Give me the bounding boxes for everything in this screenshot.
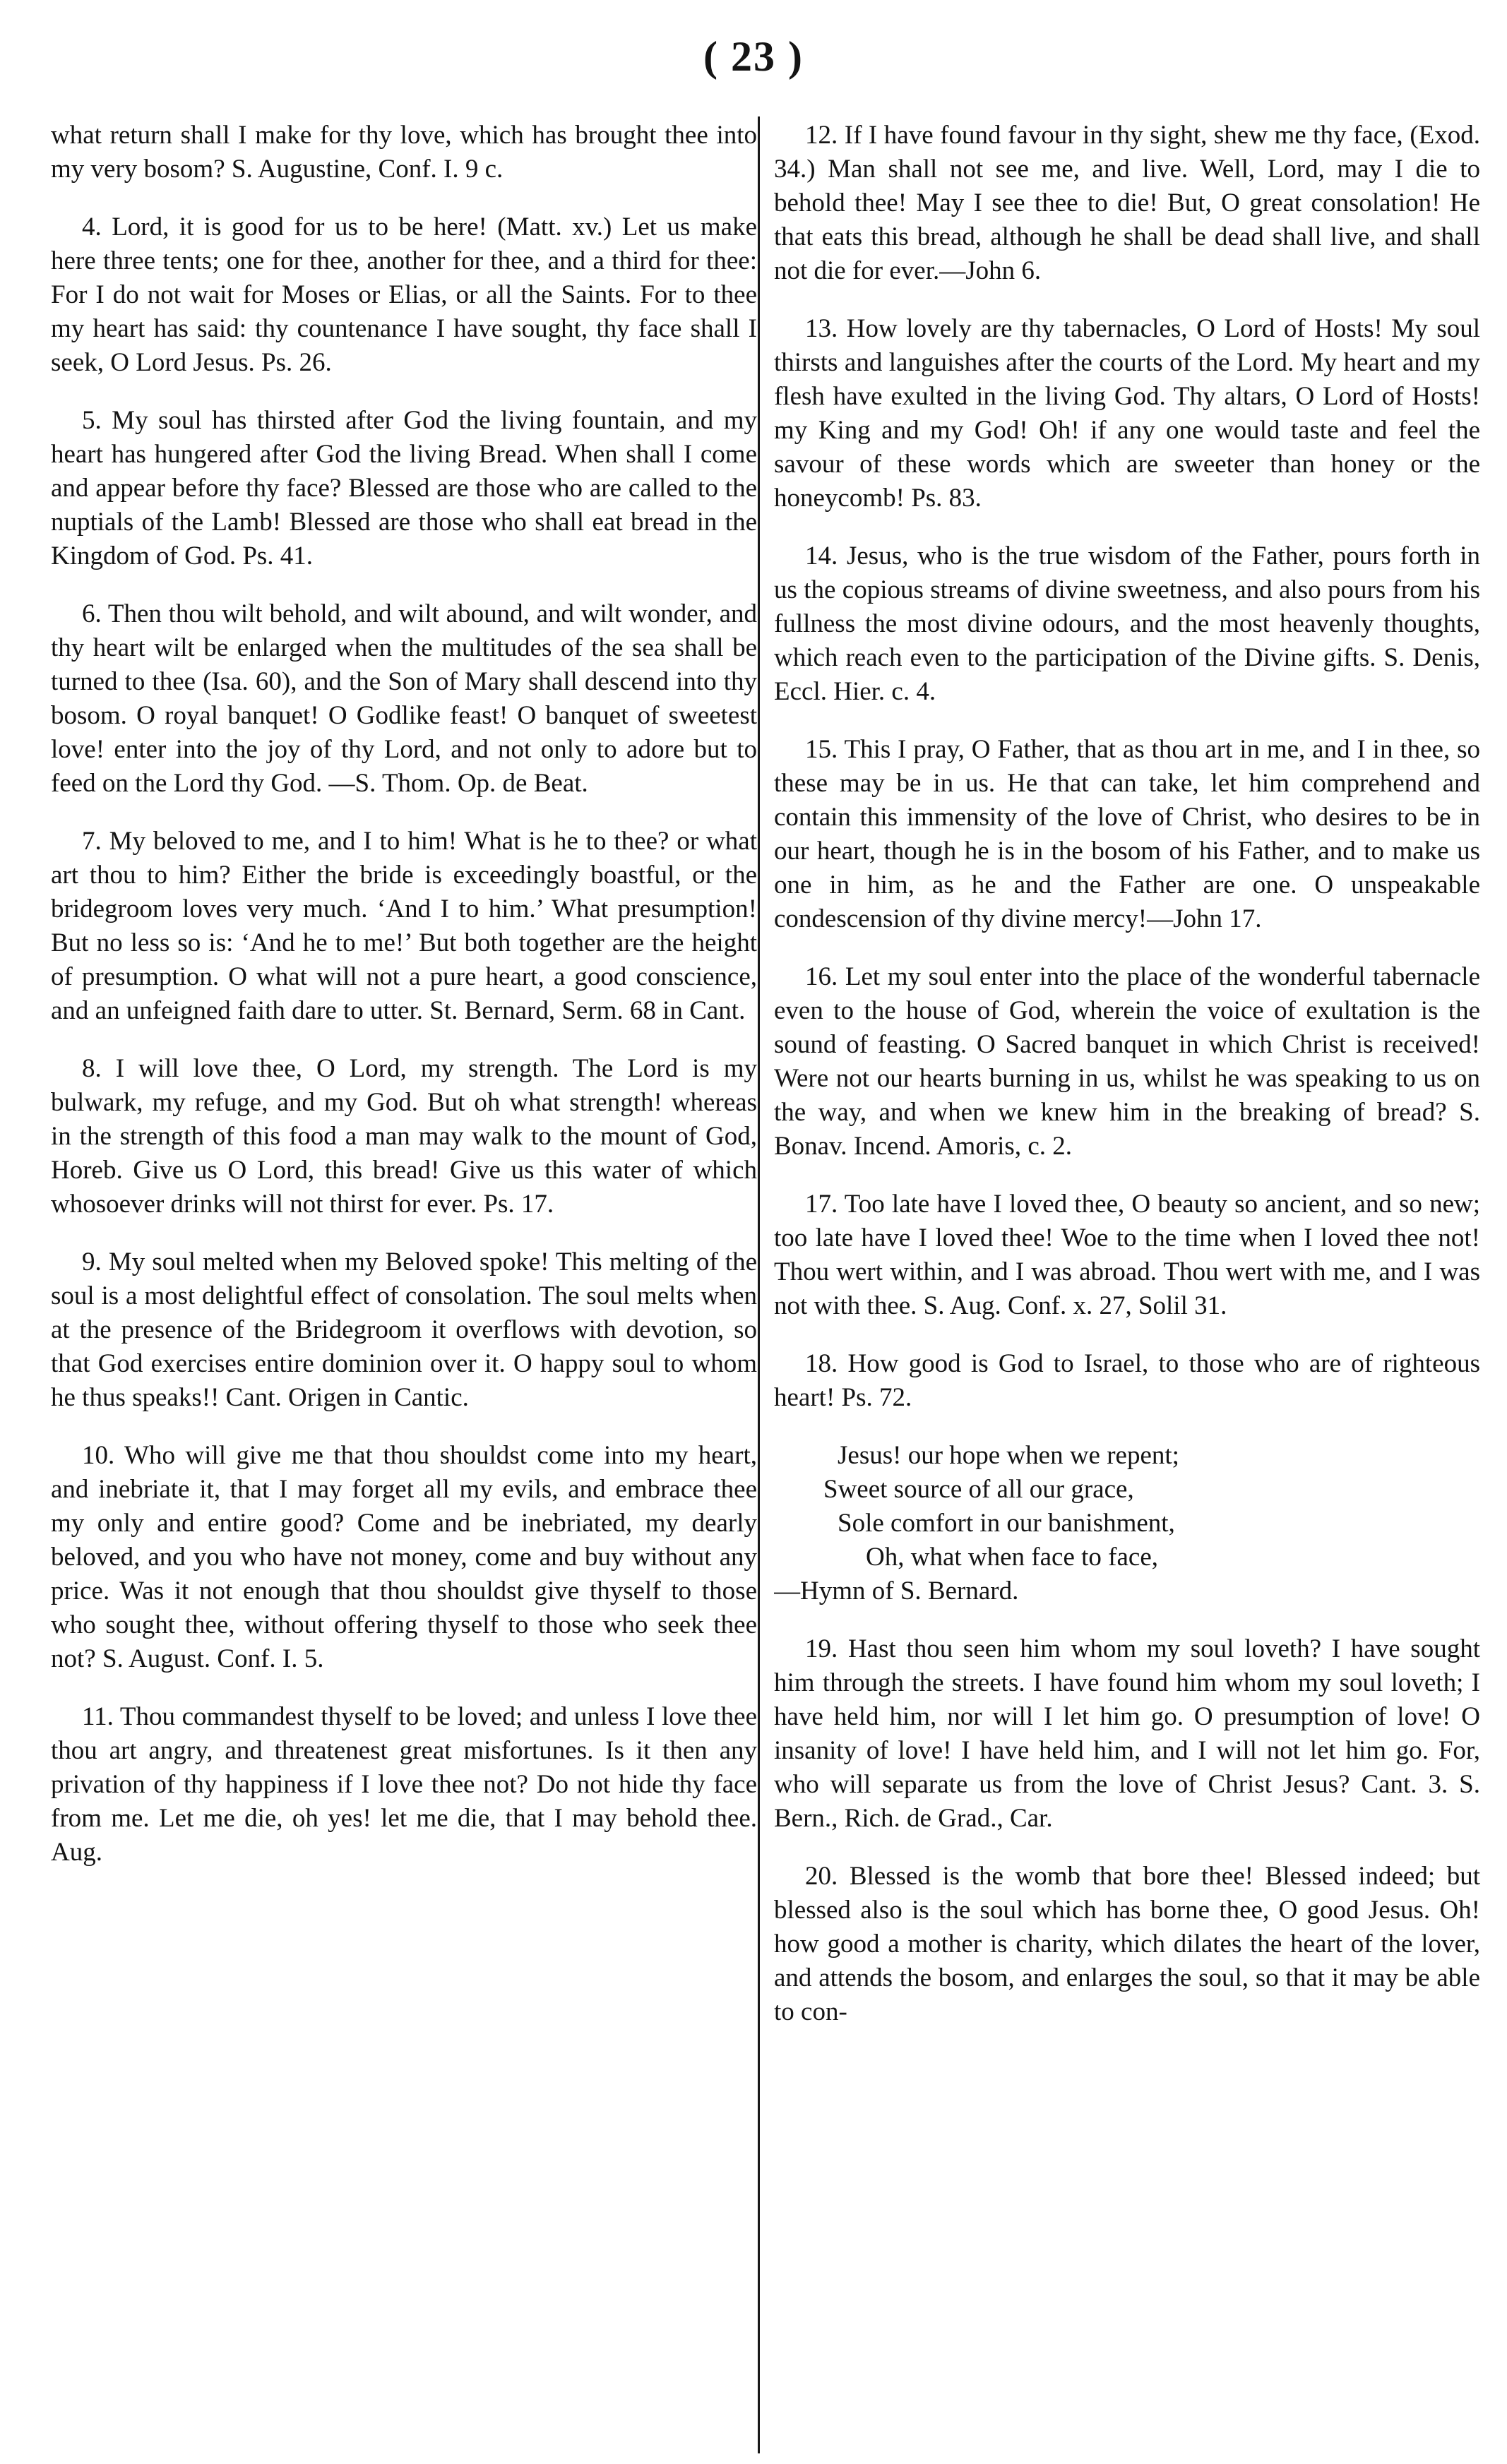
hymn-line: Sole comfort in our banishment, [838, 1509, 1175, 1538]
paragraph: 6. Then thou wilt behold, and wilt abound, and wilt wonder, and thy heart wilt be enlarged when the multitudes of the sea shall be turned to thee (Isa. 60), and the Son of Mary shall descend into thy bosom. O royal banquet! O Godlike feast! O banquet of sweetest love! enter into the joy of thy Lord, and not only to adore but to feed on the Lord thy God. —S. Thom. Op. de Beat. [51, 599, 757, 798]
paragraph: 20. Blessed is the womb that bore thee! Blessed indeed; but blessed also is the soul which has borne thee, O good Jesus. Oh! how good a mother is charity, which dilates the heart of the lover, and attends the bosom, and enlarges the soul, so that it may be able to con- [774, 1862, 1480, 2026]
page-number: ( 23 ) [703, 33, 804, 80]
paragraph: what return shall I make for thy love, which has brought thee into my very bosom? S. Augustine, Conf. I. 9 c. [51, 121, 757, 184]
left-column [51, 119, 757, 2448]
hymn-line: Sweet source of all our grace, [823, 1475, 1134, 1504]
hymn-line: Oh, what when face to face, [866, 1543, 1158, 1572]
paragraph: 13. How lovely are thy tabernacles, O Lord of Hosts! My soul thirsts and languishes after the courts of the Lord. My heart and my flesh have exulted in the living God. Thy altars, O Lord of Hosts! my King and my God! Oh! if any one would taste and feel the savour of these words which are sweeter than honey or the honeycomb! Ps. 83. [774, 314, 1480, 513]
paragraph: 12. If I have found favour in thy sight, shew me thy face, (Exod. 34.) Man shall not see me, and live. Well, Lord, may I die to behold thee! May I see thee to die! But, O great consolation! He that eats this bread, although he shall be dead shall live, and shall not die for ever.—John 6. [774, 121, 1480, 285]
paragraph: 19. Hast thou seen him whom my soul loveth? I have sought him through the streets. I have found him whom my soul loveth; I have held him, nor will I let him go. O presumption of love! O insanity of love! I have held him, and I will not let him go. For, who will separate us from the love of Christ Jesus? Cant. 3. S. Bern., Rich. de Grad., Car. [774, 1634, 1480, 1833]
paragraph: 15. This I pray, O Father, that as thou art in me, and I in thee, so these may be in us. He that can take, let him comprehend and contain this immensity of the love of Christ, who desires to be in our heart, though he is in the bosom of his Father, and to make us one in him, as he and the Father are one. O unspeakable condescension of thy divine mercy!—John 17. [774, 735, 1480, 933]
hymn [774, 1439, 1480, 1608]
paragraph: 4. Lord, it is good for us to be here! (Matt. xv.) Let us make here three tents; one for thee, another for thee, and a third for thee: For I do not wait for Moses or Elias, or all the Saints. For to thee my heart has said: thy countenance I have sought, thy face shall I seek, O Lord Jesus. Ps. 26. [51, 213, 757, 377]
hymn-line: Jesus! our hope when we repent; [838, 1441, 1179, 1470]
paragraph: 8. I will love thee, O Lord, my strength. The Lord is my bulwark, my refuge, and my God. But oh what strength! whereas in the strength of this food a man may walk to the mount of God, Horeb. Give us O Lord, this bread! Give us this water of which whosoever drinks will not thirst for ever. Ps. 17. [51, 1054, 757, 1219]
column-divider [758, 116, 760, 2453]
paragraph: 5. My soul has thirsted after God the living fountain, and my heart has hungered after God the living Bread. When shall I come and appear before thy face? Blessed are those who are called to the nuptials of the Lamb! Blessed are those who shall eat bread in the Kingdom of God. Ps. 41. [51, 406, 757, 570]
paragraph: 10. Who will give me that thou shouldst come into my heart, and inebriate it, that I may forget all my evils, and embrace thee my only and entire good? Come and be inebriated, my dearly beloved, and you who have not money, come and buy without any price. Was it not enough that thou shouldst give thyself to those who sought thee, without offering thyself to those who seek thee not? S. August. Conf. I. 5. [51, 1441, 757, 1673]
paragraph: 16. Let my soul enter into the place of the wonderful tabernacle even to the house of God, wherein the voice of exultation is the sound of feasting. O Sacred banquet in which Christ is received! Were not our hearts burning in us, whilst he was speaking to us on the way, and when we knew him in the breaking of bread? S. Bonav. Incend. Amoris, c. 2. [774, 962, 1480, 1161]
paragraph: 11. Thou commandest thyself to be loved; and unless I love thee thou art angry, and threatenest great misfortunes. Is it then any privation of thy happiness if I love thee not? Do not hide thy face from me. Let me die, oh yes! let me die, that I may behold thee. Aug. [51, 1702, 757, 1867]
right-column [774, 119, 1480, 2448]
paragraph: 7. My beloved to me, and I to him! What is he to thee? or what art thou to him? Either the bride is exceedingly boastful, or the bridegroom loves very much. ‘And I to him.’ What presumption! But no less so is: ‘And he to me!’ But both together are the height of presumption. O what will not a pure heart, a good conscience, and an unfeigned faith dare to utter. St. Bernard, Serm. 68 in Cant. [51, 827, 757, 1025]
hymn-attribution: —Hymn of S. Bernard. [774, 1577, 1019, 1605]
paragraph: 18. How good is God to Israel, to those who are of righteous heart! Ps. 72. [774, 1349, 1480, 1412]
paragraph: 9. My soul melted when my Beloved spoke! This melting of the soul is a most delightful effect of consolation. The soul melts when at the presence of the Bridegroom it overflows with devotion, so that God exercises entire dominion over it. O happy soul to whom he thus speaks!! Cant. Origen in Cantic. [51, 1248, 757, 1412]
paragraph: 14. Jesus, who is the true wisdom of the Father, pours forth in us the copious streams of divine sweetness, and also pours from his fullness the most divine odours, and the most heavenly thoughts, which reach even to the participation of the Divine gifts. S. Denis, Eccl. Hier. c. 4. [774, 542, 1480, 706]
paragraph: 17. Too late have I loved thee, O beauty so ancient, and so new; too late have I loved thee! Woe to the time when I loved thee not! Thou wert within, and I was abroad. Thou wert with me, and I was not with thee. S. Aug. Conf. x. 27, Solil 31. [774, 1190, 1480, 1320]
